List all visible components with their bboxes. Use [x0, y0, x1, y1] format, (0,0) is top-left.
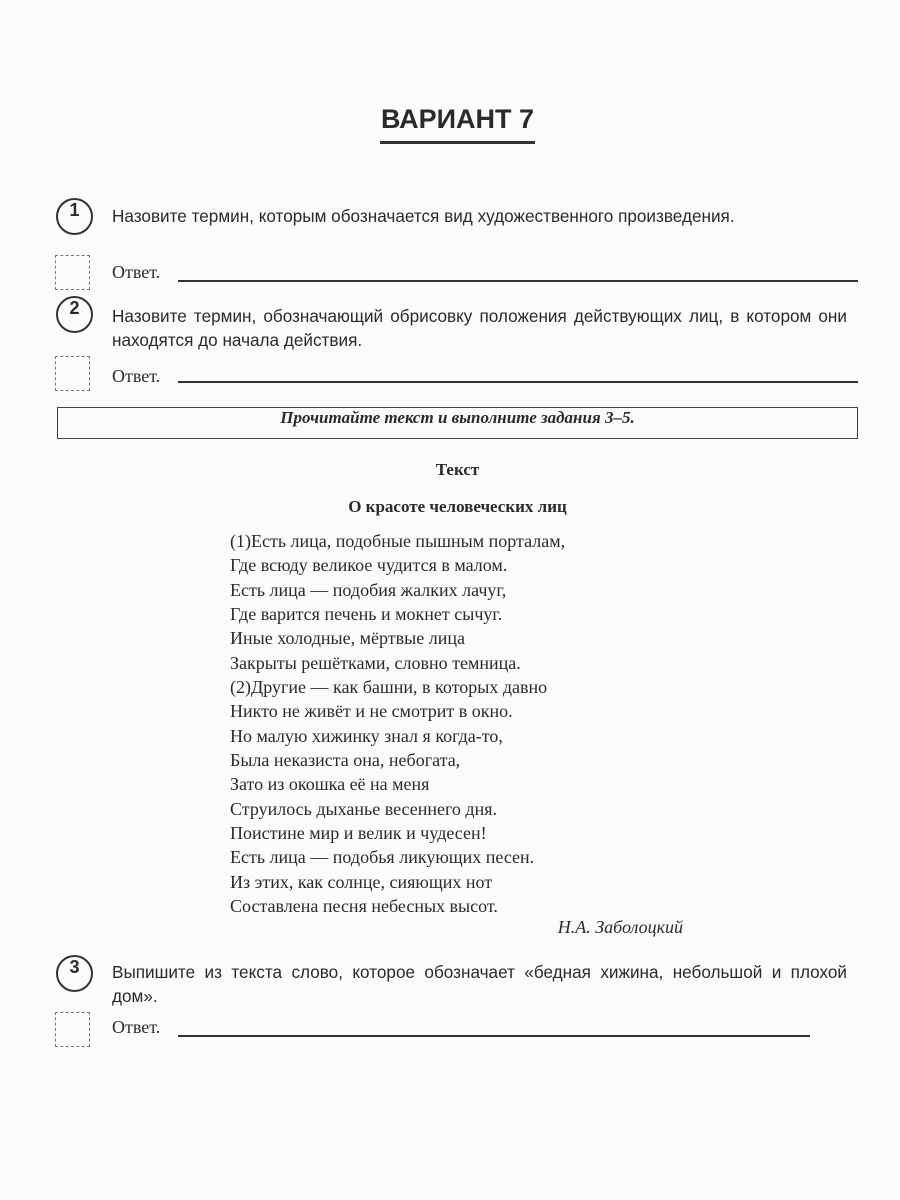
poem-author: Н.А. Заболоцкий — [557, 917, 683, 937]
poem-line: Зато из окошка её на меня — [230, 774, 430, 795]
poem-line: Из этих, как солнце, сияющих нот — [230, 871, 493, 892]
question-1-text: Назовите термин, которым обозначается вид художественного произведения. — [112, 206, 735, 226]
score-box-2 — [55, 356, 90, 391]
poem-line: Никто не живёт и не смотрит в окно. — [230, 701, 513, 722]
poem-line: Где варится печень и мокнет сычуг. — [230, 604, 503, 625]
question-2-text: Назовите термин, обозначающий обрисовку положения действующих лиц, в котором они находятся до начала действия. — [112, 306, 847, 350]
question-number-2: 2 — [56, 296, 93, 333]
variant-title: ВАРИАНТ 7 — [380, 104, 535, 134]
poem-line: Есть лица — подобья ликующих песен. — [230, 847, 535, 868]
answer-line-2[interactable] — [178, 381, 858, 383]
poem-line: (1)Есть лица, подобные пышным порталам, — [230, 531, 566, 551]
poem-line: Но малую хижинку знал я когда-то, — [230, 725, 503, 746]
poem-line: Струилось дыханье весеннего дня. — [230, 798, 498, 819]
answer-line-3[interactable] — [178, 1035, 810, 1037]
answer-label-1: Ответ. — [112, 262, 161, 282]
answer-line-1[interactable] — [178, 280, 858, 282]
question-number-3: 3 — [56, 955, 93, 992]
text-label: Текст — [435, 460, 480, 479]
answer-label-3: Ответ. — [112, 1017, 161, 1037]
poem-title: О красоте человеческих лиц — [348, 497, 567, 516]
poem-line: Составлена песня небесных высот. — [230, 896, 498, 917]
score-box-1 — [55, 255, 90, 290]
poem-line: Была неказиста она, небогата, — [230, 750, 461, 771]
poem-line: Поистине мир и велик и чудесен! — [230, 823, 487, 844]
poem-line: Есть лица — подобия жалких лачуг, — [230, 579, 507, 600]
score-box-3 — [55, 1012, 90, 1047]
answer-label-2: Ответ. — [112, 366, 161, 386]
poem-line: (2)Другие — как башни, в которых давно — [230, 677, 548, 698]
poem-line: Закрыты решётками, словно темница. — [230, 652, 521, 673]
poem-line: Иные холодные, мёртвые лица — [230, 628, 465, 649]
poem-line: Где всюду великое чудится в малом. — [230, 555, 508, 576]
question-3-text: Выпишите из текста слово, которое обозначает «бедная хижина, небольшой и плохой дом». — [112, 962, 847, 1006]
poem — [230, 529, 565, 919]
question-number-1: 1 — [56, 198, 93, 235]
title-underline — [380, 141, 535, 144]
instruction-box: Прочитайте текст и выполните задания 3–5. — [57, 407, 858, 439]
